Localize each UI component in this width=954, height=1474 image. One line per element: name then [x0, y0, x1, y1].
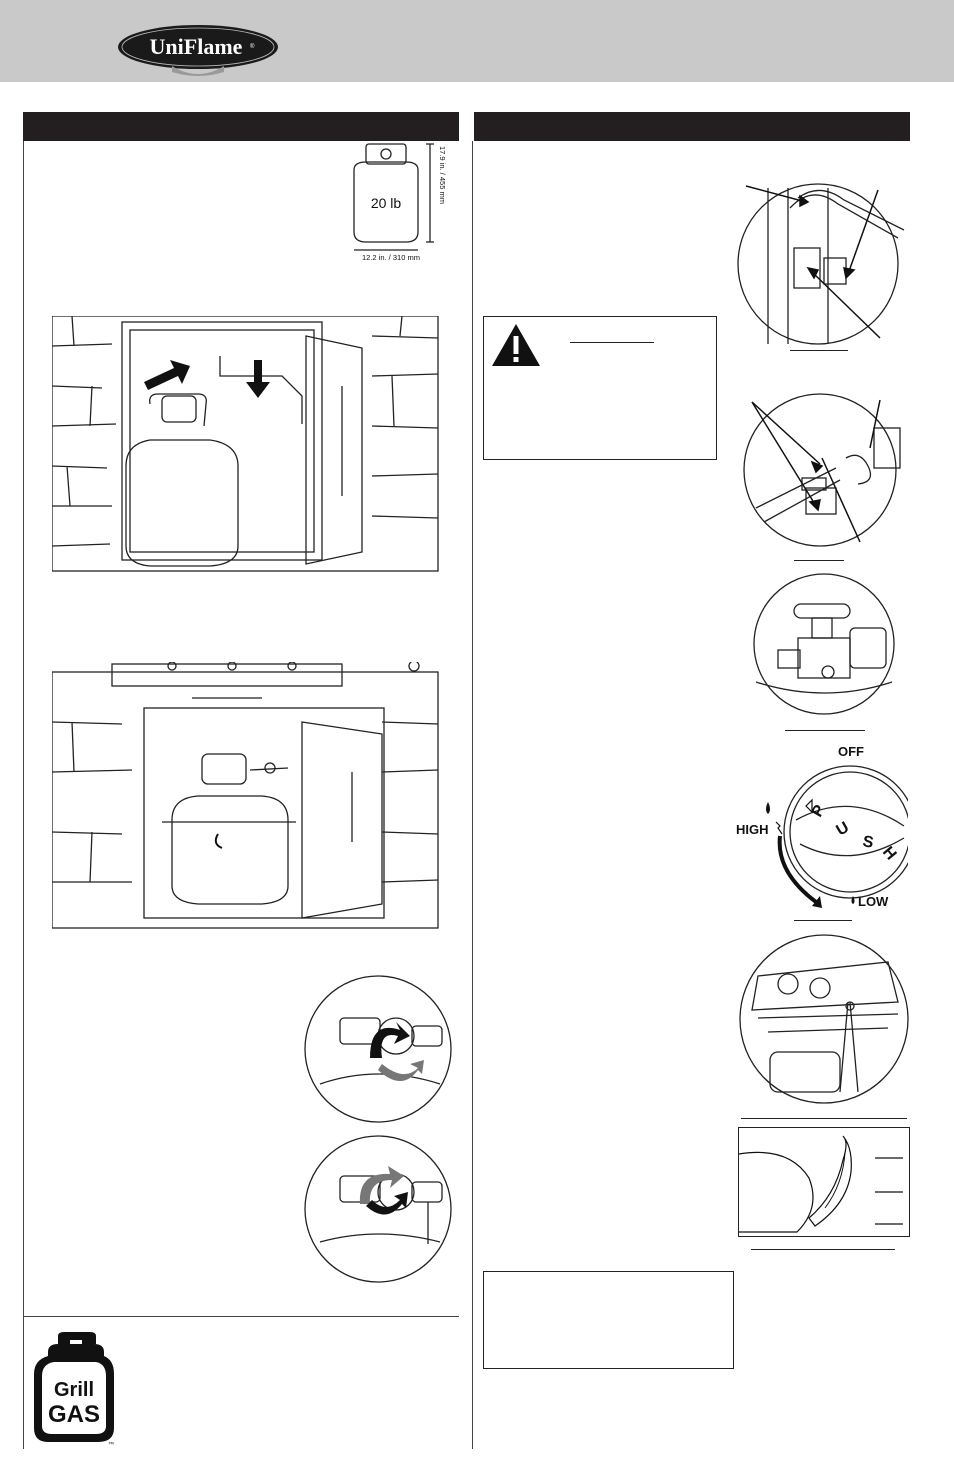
grill-gas-line1: Grill [53, 1379, 95, 1401]
grill-gas-line2: GAS [47, 1401, 101, 1428]
control-knob-diagram [736, 740, 908, 910]
section-divider [23, 1316, 459, 1317]
tank-height-label: 17.9 in. / 455 mm [438, 146, 447, 204]
knob-low-label: LOW [858, 894, 889, 909]
svg-text:™: ™ [108, 1442, 114, 1448]
tank-dimensions-diagram [340, 140, 450, 268]
figure-caption-line-4 [794, 920, 852, 921]
figure-caption-line-6 [751, 1249, 895, 1250]
hose-connection-detail-1 [728, 168, 908, 348]
tank-valve-detail [750, 570, 900, 720]
figure-caption-line-3 [785, 730, 865, 731]
warning-icon [490, 322, 542, 368]
hose-connection-detail-2 [736, 388, 908, 548]
valve-loosen-detail [300, 1134, 456, 1284]
note-box [483, 1271, 734, 1369]
left-column-border [23, 141, 24, 1449]
section-bar-right [474, 112, 910, 141]
grill-gas-logo [28, 1330, 120, 1448]
grill-front-detail [738, 932, 910, 1106]
section-bar-left [23, 112, 459, 141]
tank-width-label: 12.2 in. / 310 mm [362, 253, 420, 262]
valve-tighten-detail [300, 974, 456, 1124]
cabinet-tank-connected-illustration [52, 662, 440, 940]
svg-text:P: P [808, 802, 829, 820]
cabinet-tank-insert-illustration [52, 316, 440, 578]
figure-caption-line-5 [741, 1118, 907, 1119]
figure-caption-line-2 [794, 560, 844, 561]
brand-text: UniFlame [149, 34, 243, 59]
svg-text:®: ® [250, 44, 255, 50]
warning-heading-line [570, 342, 654, 343]
knob-off-label: OFF [838, 744, 864, 759]
column-divider [472, 141, 473, 1449]
svg-text:H: H [878, 843, 900, 864]
svg-text:S: S [861, 833, 875, 852]
burner-flame-diagram [739, 1128, 909, 1236]
svg-text:U: U [833, 818, 853, 840]
uniflame-logo [116, 20, 280, 78]
figure-caption-line-1 [790, 350, 848, 351]
tank-capacity-label: 20 lb [370, 195, 402, 211]
knob-high-label: HIGH [736, 822, 769, 837]
